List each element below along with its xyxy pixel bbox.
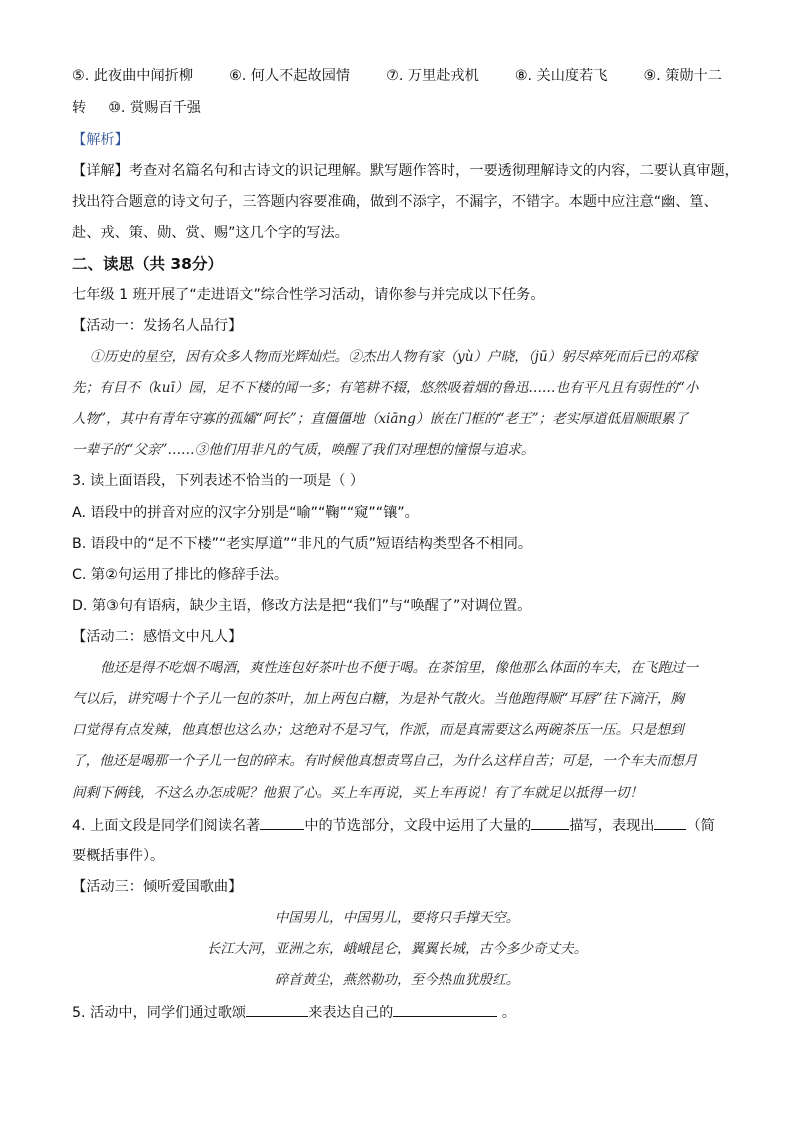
- question-5-blank-1[interactable]: [246, 1002, 308, 1017]
- option-d: D. 第③句有语病，缺少主语，修改方法是把“我们”与“唤醒了”对调位置。: [72, 598, 532, 614]
- question-4-part-2: 中的节选部分，文段中运用了大量的: [304, 818, 532, 834]
- option-c: C. 第②句运用了排比的修辞手法。: [72, 567, 289, 583]
- passage-1-line-4: 一辈子的“父亲”……③他们用非凡的气质，唤醒了我们对理想的憧憬与追求。: [72, 442, 535, 458]
- question-5-part-3: 。: [497, 1005, 516, 1021]
- question-4-blank-3[interactable]: [654, 815, 686, 830]
- question-4-line-2: 要概括事件）。: [72, 848, 165, 864]
- passage-2-line-5: 间剩下俩钱，不这么办怎成呢？他狠了心。买上车再说，买上车再说！有了车就足以抵得一切！: [72, 785, 643, 801]
- option-b: B. 语段中的“足不下楼”“老实厚道”“非凡的气质”短语结构类型各不相同。: [72, 536, 533, 552]
- lyric-line-1: 中国男儿，中国男儿，要将只手撑天空。: [274, 910, 520, 926]
- detail-line-2: 找出符合题意的诗文句子，三答题内容要准确，做到不添字，不漏字，不错字。本题中应注意“幽、篁、: [72, 194, 718, 210]
- lyric-line-3: 碎首黄尘，燕然勒功，至今热血犹殷红。: [274, 972, 520, 988]
- question-5: [72, 1002, 516, 1023]
- passage-1-line-1: ①历史的星空，因有众多人物而光辉灿烂。②杰出人物有家（yù）户晓，（jū）躬尽瘁死而后已的邓稼: [90, 349, 698, 365]
- section-title: 二、读思（共 38分）: [72, 255, 223, 273]
- question-5-blank-2[interactable]: [393, 1002, 497, 1017]
- passage-2-line-2: 气以后，讲究喝十个子儿一包的茶叶，加上两包白糖，为是补气散火。当他跑得顺“耳唇”往下滴汗，胸: [72, 691, 685, 707]
- passage-1-line-3: 人物”，其中有青年守寡的孤孀“阿长”；直僵僵地（xiāng）嵌在门框的“老王”；老实厚道低眉顺眼累了: [72, 411, 689, 427]
- activity-1-title: 【活动一：发扬名人品行】: [72, 318, 243, 334]
- activity-3-title: 【活动三：倾听爱国歌曲】: [72, 879, 243, 895]
- answer-9-cont: 转: [72, 100, 87, 116]
- question-4: [72, 815, 715, 836]
- question-4-part-1: 4. 上面文段是同学们阅读名著: [72, 818, 261, 834]
- question-4-blank-2[interactable]: [531, 815, 569, 830]
- answer-line-1: [72, 66, 722, 86]
- intro-text: 七年级 1 班开展了“走进语文”综合性学习活动，请你参与并完成以下任务。: [72, 287, 545, 303]
- question-5-part-1: 5. 活动中，同学们通过歌颂: [72, 1005, 247, 1021]
- detail-line-3: 赴、戎、策、勋、赏、赐”这几个字的写法。: [72, 225, 349, 241]
- question-5-part-2: 来表达自己的: [308, 1005, 394, 1021]
- answer-line-2: [72, 98, 201, 118]
- passage-2-line-1: 他还是得不吃烟不喝酒，爽性连包好茶叶也不便于喝。在茶馆里，像他那么体面的车夫，在飞跑过一: [100, 660, 699, 676]
- question-4-blank-1[interactable]: [260, 815, 304, 830]
- lyric-line-2: 长江大河，亚洲之东，峨峨昆仑，翼翼长城，古今多少奇丈夫。: [206, 941, 588, 957]
- answer-8: ⑧. 关山度若飞: [514, 68, 608, 84]
- option-a: A. 语段中的拼音对应的汉字分别是“喻”“鞠”“窥”“镶”。: [72, 505, 419, 521]
- detail-line-1: 【详解】考查对名篇名句和古诗文的识记理解。默写题作答时，一要透彻理解诗文的内容，二要认真审题，: [72, 163, 739, 179]
- analysis-tag: 【解析】: [72, 132, 129, 148]
- answer-9: ⑨. 策勋十二: [643, 68, 722, 84]
- passage-1-line-2: 先；有目不（kuī）园，足不下楼的闻一多；有笔耕不辍，悠然吸着烟的鲁迅……也有平凡且有弱性的“小: [72, 380, 699, 396]
- question-3: 3. 读上面语段，下列表述不恰当的一项是（ ）: [72, 473, 365, 489]
- question-4-part-3: 描写，表现出: [569, 818, 655, 834]
- answer-10: ⑩. 赏赐百千强: [108, 100, 201, 116]
- answer-5: ⑤. 此夜曲中闻折柳: [72, 68, 194, 84]
- answer-6: ⑥. 何人不起故园情: [229, 68, 351, 84]
- passage-2-line-3: 口觉得有点发辣，他真想也这么办；这绝对不是习气，作派，而是真需要这么两碗茶压一压。只是想到: [72, 722, 684, 738]
- activity-2-title: 【活动二：感悟文中凡人】: [72, 629, 243, 645]
- passage-2-line-4: 了，他还是喝那一个子儿一包的碎末。有时候他真想责骂自己，为什么这样自苦；可是，一个车夫而想月: [72, 753, 698, 769]
- answer-7: ⑦. 万里赴戎机: [386, 68, 479, 84]
- question-4-part-4: （简: [686, 818, 715, 834]
